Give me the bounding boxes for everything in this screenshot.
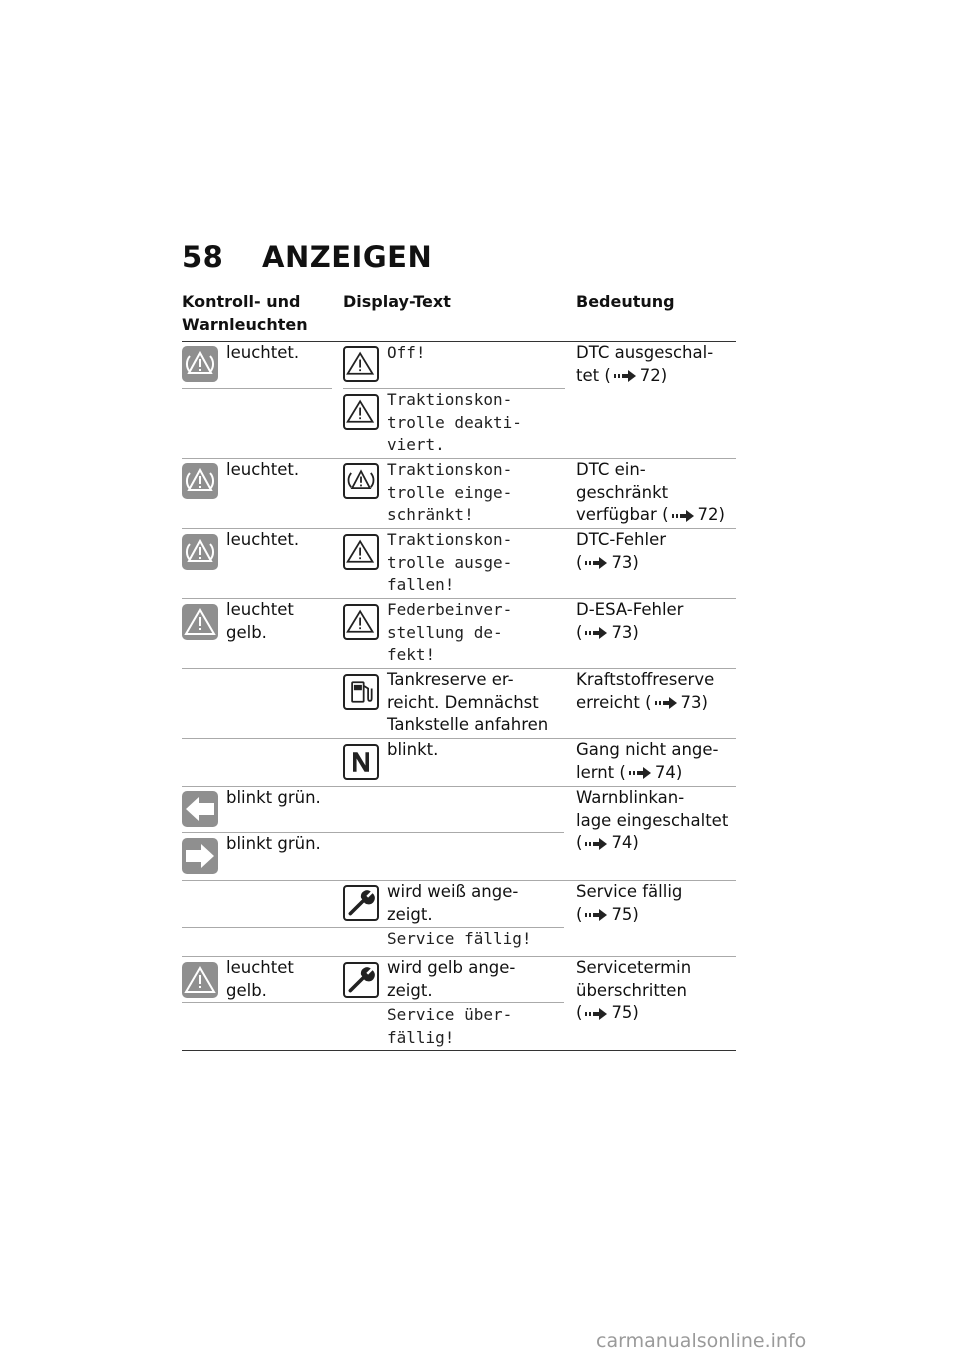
- reference-arrow-icon: [614, 370, 636, 382]
- row5-display-line: reicht. Demnächst: [387, 692, 539, 712]
- page-reference: 74): [611, 833, 639, 852]
- paren: (: [576, 833, 583, 852]
- page-reference: 73): [611, 622, 639, 642]
- row9-meaning-ref[interactable]: [576, 1002, 691, 1025]
- reference-arrow-icon: [585, 1008, 607, 1020]
- fuel-pump-icon: [343, 674, 379, 710]
- row9-display-mono: [387, 1004, 512, 1049]
- traction-warning-icon: [182, 463, 218, 499]
- row1-display-line: Traktionskon-: [387, 390, 513, 409]
- row5-display-line: Tankreserve er-: [387, 670, 514, 689]
- page-reference: 75): [611, 1003, 639, 1022]
- page-reference: 75): [611, 904, 639, 924]
- page-reference: 74): [654, 762, 683, 782]
- row4-state: [226, 599, 294, 644]
- row2-meaning: [576, 459, 725, 527]
- row5-meaning: [576, 669, 714, 714]
- row2-display-text: [387, 459, 512, 527]
- row1-meaning-line: tet: [576, 365, 600, 385]
- row5-meaning-ref[interactable]: [576, 692, 714, 715]
- row7-meaning: [576, 787, 728, 855]
- reference-arrow-icon: [655, 697, 677, 709]
- page-reference: 72): [697, 505, 725, 524]
- row1-display-line: trolle deakti-: [387, 412, 522, 432]
- row7-meaning-line: lage eingeschaltet: [576, 810, 729, 830]
- row9-meaning-line: Servicetermin: [576, 958, 692, 977]
- row1-meaning-ref[interactable]: [576, 365, 713, 388]
- paren: (: [604, 365, 611, 385]
- column-header-display: Display-Text: [343, 292, 451, 311]
- warning-triangle-icon: [343, 346, 379, 382]
- column-header-lights-line2: Warnleuchten: [182, 315, 308, 334]
- row4-state-line: leuchtet: [226, 600, 294, 619]
- row7-state-left: blinkt grün.: [226, 788, 321, 807]
- paren: (: [576, 622, 583, 642]
- warning-triangle-icon: [182, 604, 218, 640]
- paren: (: [576, 552, 583, 572]
- row4-display-line: Federbeinver-: [387, 600, 513, 619]
- row5-meaning-line: erreicht: [576, 692, 640, 712]
- page-header: [182, 240, 432, 274]
- row3-meaning-ref[interactable]: [576, 552, 666, 575]
- row8-meaning-line: Service fällig: [576, 882, 683, 901]
- row-divider: [182, 1002, 564, 1003]
- row3-meaning: [576, 529, 666, 574]
- reference-arrow-icon: [585, 557, 607, 569]
- warning-triangle-icon: [182, 962, 218, 998]
- column-header-lights: [182, 290, 308, 336]
- row3-meaning-line: DTC-Fehler: [576, 530, 667, 549]
- row9-state-line: leuchtet: [226, 958, 294, 977]
- reference-arrow-icon: [585, 627, 607, 639]
- row8-display-mono: Service fällig!: [387, 929, 532, 948]
- row7-meaning-line: Warnblinkan-: [576, 788, 685, 807]
- wrench-icon: [343, 885, 379, 921]
- row6-meaning: [576, 739, 719, 784]
- row6-meaning-ref[interactable]: [576, 762, 719, 785]
- row7-meaning-ref[interactable]: [576, 832, 728, 855]
- traction-warning-icon: [182, 346, 218, 382]
- row4-display-line: fekt!: [387, 645, 436, 664]
- row9-state-line: gelb.: [226, 980, 267, 1000]
- row8-meaning-ref[interactable]: [576, 904, 682, 927]
- row3-state: leuchtet.: [226, 530, 300, 549]
- paren: (: [645, 692, 652, 712]
- column-header-lights-line1: Kontroll- und: [182, 292, 301, 311]
- row3-display-text: [387, 529, 512, 597]
- page-number: 58: [182, 240, 224, 274]
- row1-meaning-line: DTC ausgeschal-: [576, 343, 714, 362]
- row3-display-line: fallen!: [387, 575, 455, 594]
- traction-warning-icon: [343, 463, 379, 499]
- row4-state-line: gelb.: [226, 622, 267, 642]
- watermark: carmanualsonline.info: [596, 1330, 807, 1352]
- row9-display-mono-line: fällig!: [387, 1027, 455, 1047]
- row3-display-line: Traktionskon-: [387, 530, 513, 549]
- row5-display-line: Tankstelle anfahren: [387, 715, 549, 734]
- warning-triangle-icon: [343, 394, 379, 430]
- row1-display-line: viert.: [387, 435, 445, 454]
- page-title: ANZEIGEN: [262, 240, 433, 274]
- row4-meaning-ref[interactable]: [576, 622, 683, 645]
- paren: (: [619, 762, 626, 782]
- row7-state-right: blinkt grün.: [226, 834, 321, 853]
- row9-display-text: [387, 957, 515, 1002]
- traction-warning-icon: [182, 534, 218, 570]
- row4-display-line: stellung de-: [387, 622, 503, 642]
- paren: (: [576, 1003, 583, 1022]
- table-bottom-rule: [182, 1050, 736, 1051]
- reference-arrow-icon: [585, 838, 607, 850]
- row2-display-line: schränkt!: [387, 505, 474, 524]
- row4-display-text: [387, 599, 512, 667]
- row6-meaning-line: lernt: [576, 762, 615, 782]
- row8-display-line: zeigt.: [387, 904, 433, 924]
- row2-meaning-line: verfügbar: [576, 505, 657, 524]
- row1-display-text: [387, 389, 522, 457]
- row1-state: leuchtet.: [226, 343, 300, 362]
- row9-display-mono-line: Service über-: [387, 1005, 513, 1024]
- row8-display-line: wird weiß ange-: [387, 882, 519, 901]
- row2-display-line: Traktionskon-: [387, 460, 513, 479]
- row2-meaning-ref[interactable]: [576, 504, 725, 527]
- arrow-left-icon: [182, 791, 218, 827]
- row9-display-line: zeigt.: [387, 980, 433, 1000]
- page-reference: 73): [611, 552, 639, 572]
- page-reference: 72): [639, 365, 668, 385]
- column-header-meaning: Bedeutung: [576, 292, 675, 311]
- neutral-gear-icon: [343, 744, 379, 780]
- row9-meaning-line: überschritten: [576, 980, 687, 1000]
- arrow-right-icon: [182, 838, 218, 874]
- row1-meaning: [576, 342, 713, 387]
- row9-display-line: wird gelb ange-: [387, 958, 516, 977]
- row6-meaning-line: Gang nicht ange-: [576, 740, 719, 759]
- paren: (: [662, 505, 669, 524]
- row4-meaning: [576, 599, 683, 644]
- reference-arrow-icon: [585, 909, 607, 921]
- row2-meaning-line: geschränkt: [576, 482, 669, 502]
- row1-display-off: Off!: [387, 343, 426, 362]
- reference-arrow-icon: [672, 510, 694, 522]
- row2-display-line: trolle einge-: [387, 482, 513, 502]
- wrench-icon: [343, 962, 379, 998]
- row9-state: [226, 957, 294, 1002]
- row6-display: blinkt.: [387, 740, 439, 759]
- row9-meaning: [576, 957, 691, 1025]
- row2-meaning-line: DTC ein-: [576, 460, 646, 479]
- row8-display-text: [387, 881, 518, 926]
- row5-meaning-line: Kraftstoffreserve: [576, 670, 715, 689]
- warning-triangle-icon: [343, 534, 379, 570]
- row4-meaning-line: D-ESA-Fehler: [576, 600, 684, 619]
- row2-state: leuchtet.: [226, 460, 300, 479]
- reference-arrow-icon: [629, 767, 651, 779]
- paren: (: [576, 904, 583, 924]
- row-divider: [182, 388, 332, 389]
- row5-display-text: [387, 669, 548, 737]
- warning-triangle-icon: [343, 604, 379, 640]
- row8-meaning: [576, 881, 682, 926]
- row3-display-line: trolle ausge-: [387, 552, 513, 572]
- page-reference: 73): [680, 692, 708, 712]
